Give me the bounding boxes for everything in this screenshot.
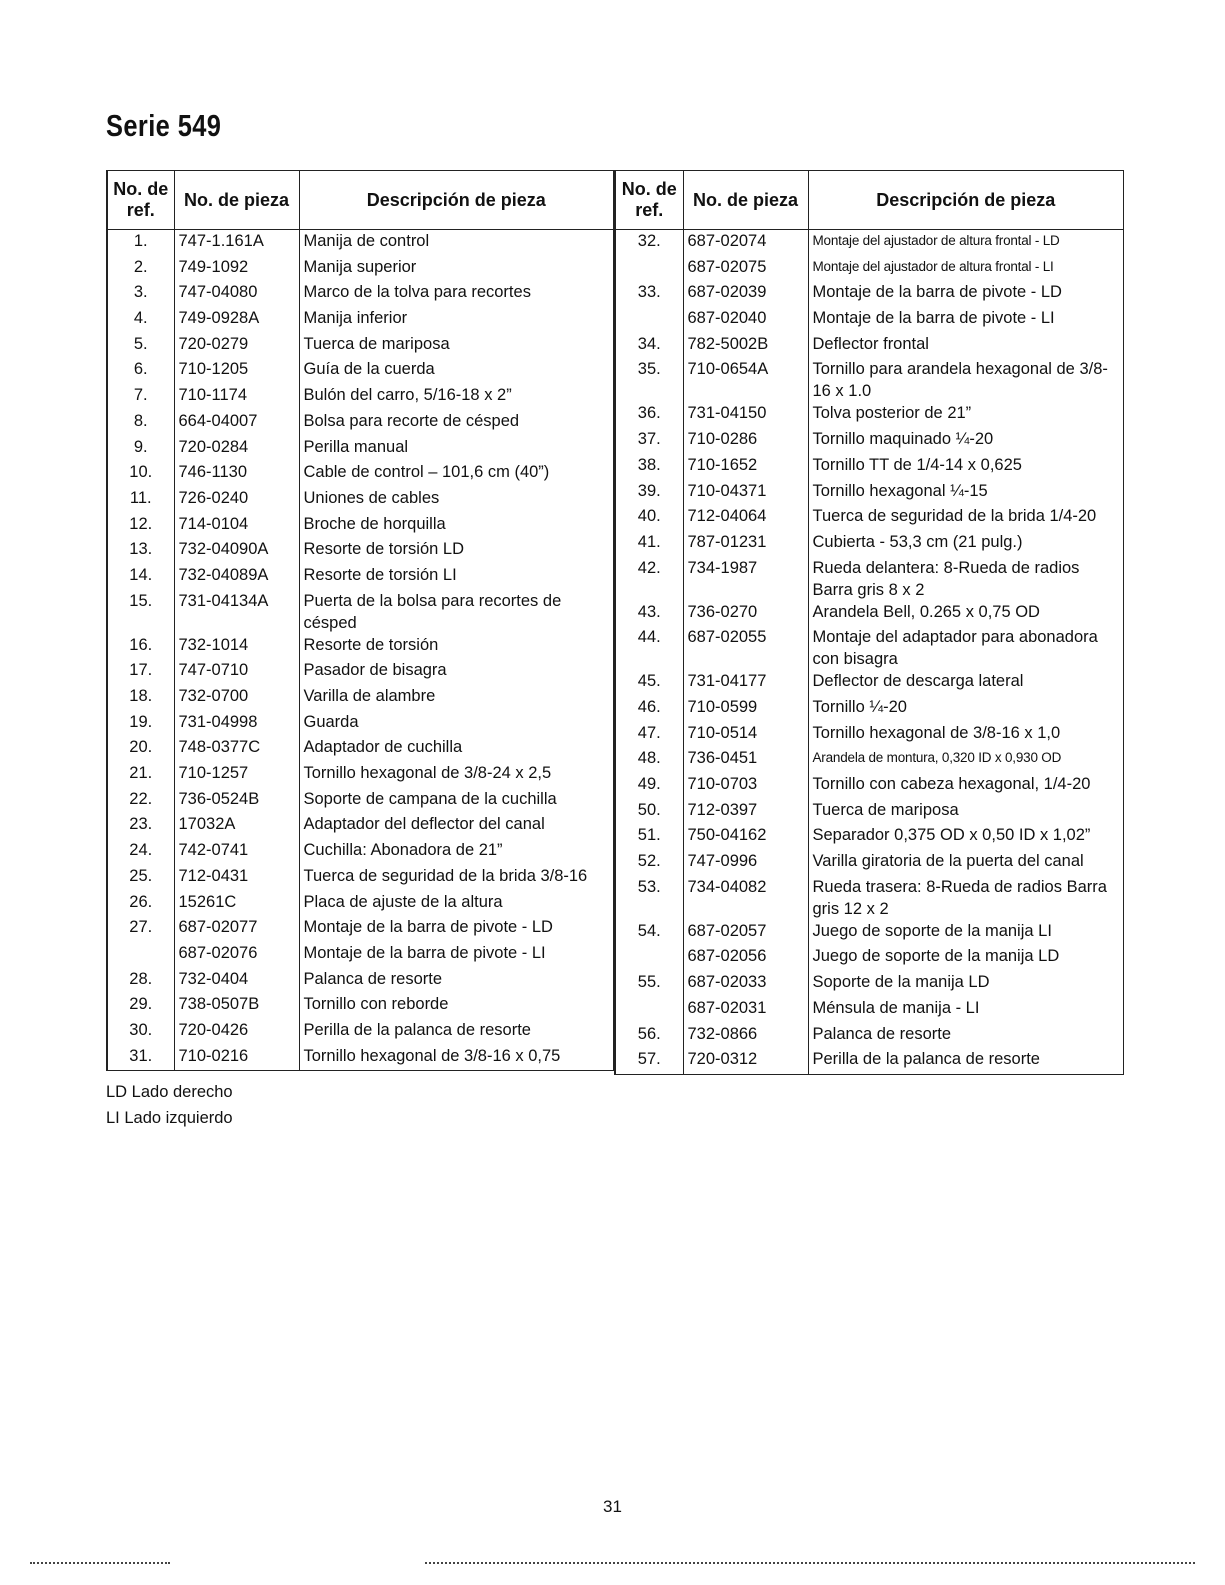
ref-cell: 8. <box>107 410 174 436</box>
part-number-cell: 732-0404 <box>174 968 299 994</box>
ref-cell: 49. <box>615 773 683 799</box>
table-row <box>615 230 1124 256</box>
table-row <box>107 256 614 282</box>
ref-cell: 47. <box>615 722 683 748</box>
header-part: No. de pieza <box>683 171 808 230</box>
table-row <box>615 945 1124 971</box>
ref-cell: 21. <box>107 762 174 788</box>
description-cell: Tuerca de mariposa <box>303 334 450 353</box>
ref-cell: 48. <box>615 747 683 773</box>
part-number-cell: 732-04090A <box>174 538 299 564</box>
ref-cell: 39. <box>615 480 683 506</box>
part-number-cell: 747-0996 <box>683 850 808 876</box>
description-cell: Montaje de la barra de pivote - LI <box>303 943 546 962</box>
part-number-cell: 726-0240 <box>174 487 299 513</box>
description-cell: Tolva posterior de 21” <box>812 404 972 423</box>
part-number-cell: 17032A <box>174 813 299 839</box>
description-cell: Manija inferior <box>303 309 408 328</box>
part-number-cell: 736-0270 <box>683 601 808 627</box>
table-row <box>107 538 614 564</box>
part-number-cell: 732-0866 <box>683 1023 808 1049</box>
description-cell: Placa de ajuste de la altura <box>303 892 503 911</box>
legend <box>106 1079 233 1131</box>
description-cell: Cuchilla: Abonadora de 21” <box>303 841 503 860</box>
description-cell: Resorte de torsión <box>303 635 439 654</box>
ref-cell: 14. <box>107 564 174 590</box>
ref-cell: 10. <box>107 461 174 487</box>
table-row <box>107 410 614 436</box>
table-row <box>615 333 1124 359</box>
part-number-cell: 687-02074 <box>683 230 808 256</box>
table-row <box>615 773 1124 799</box>
table-row <box>107 487 614 513</box>
part-number-cell: 747-1.161A <box>174 230 299 256</box>
part-number-cell: 710-04371 <box>683 480 808 506</box>
part-number-cell: 732-0700 <box>174 685 299 711</box>
description-cell: Deflector de descarga lateral <box>812 672 1024 691</box>
part-number-cell: 742-0741 <box>174 839 299 865</box>
description-cell: Montaje de la barra de pivote - LI <box>812 309 1055 328</box>
description-cell: Rueda trasera: 8-Rueda de radios Barra gris 12 x 2 <box>812 877 1107 918</box>
part-number-cell: 734-04082 <box>683 876 808 920</box>
ref-cell: 54. <box>615 920 683 946</box>
ref-cell: 2. <box>107 256 174 282</box>
table-row <box>615 920 1124 946</box>
table-row <box>615 281 1124 307</box>
part-number-cell: 710-1174 <box>174 384 299 410</box>
table-row <box>615 531 1124 557</box>
part-number-cell: 731-04134A <box>174 590 299 634</box>
table-row <box>615 722 1124 748</box>
part-number-cell: 746-1130 <box>174 461 299 487</box>
table-row <box>615 428 1124 454</box>
description-cell: Tornillo ¼-20 <box>812 697 907 716</box>
description-cell: Varilla de alambre <box>303 687 436 705</box>
ref-cell: 51. <box>615 824 683 850</box>
ref-cell: 55. <box>615 971 683 997</box>
parts-table-right-body <box>615 230 1124 1075</box>
table-row <box>107 564 614 590</box>
description-cell: Varilla giratoria de la puerta del canal <box>812 852 1084 871</box>
part-number-cell: 687-02031 <box>683 997 808 1023</box>
part-number-cell: 15261C <box>174 891 299 917</box>
description-cell: Perilla de la palanca de resorte <box>303 1020 531 1039</box>
ref-cell: 40. <box>615 505 683 531</box>
description-cell: Ménsula de manija - LI <box>812 998 980 1017</box>
ref-cell: 24. <box>107 839 174 865</box>
ref-cell: 43. <box>615 601 683 627</box>
ref-cell: 25. <box>107 865 174 891</box>
ref-cell: 38. <box>615 454 683 480</box>
table-row <box>107 891 614 917</box>
ref-cell: 3. <box>107 281 174 307</box>
part-number-cell: 749-0928A <box>174 307 299 333</box>
part-number-cell: 712-0397 <box>683 799 808 825</box>
ref-cell: 1. <box>107 230 174 256</box>
ref-cell <box>615 997 683 1023</box>
table-row <box>615 971 1124 997</box>
part-number-cell: 687-02055 <box>683 626 808 670</box>
ref-cell: 9. <box>107 436 174 462</box>
part-number-cell: 731-04150 <box>683 402 808 428</box>
description-cell: Juego de soporte de la manija LI <box>812 921 1052 940</box>
table-row <box>615 307 1124 333</box>
description-cell: Tornillo con cabeza hexagonal, 1/4-20 <box>812 775 1091 793</box>
header-part: No. de pieza <box>174 171 299 230</box>
part-number-cell: 720-0426 <box>174 1019 299 1045</box>
table-header-row <box>107 171 614 230</box>
ref-cell: 33. <box>615 281 683 307</box>
part-number-cell: 710-0599 <box>683 696 808 722</box>
table-row <box>107 590 614 634</box>
description-cell: Manija de control <box>303 232 430 250</box>
description-cell: Montaje de la barra de pivote - LD <box>303 918 553 937</box>
ref-cell: 35. <box>615 358 683 402</box>
description-cell: Tornillo para arandela hexagonal de 3/8-16 x 1.0 <box>812 360 1108 401</box>
table-row <box>615 454 1124 480</box>
description-cell: Guía de la cuerda <box>303 360 435 379</box>
description-cell: Manija superior <box>303 257 417 276</box>
description-cell: Montaje del ajustador de altura frontal - LI <box>812 258 1054 274</box>
table-row <box>107 685 614 711</box>
header-ref: No. de ref. <box>615 171 683 230</box>
part-number-cell: 687-02039 <box>683 281 808 307</box>
table-row <box>615 358 1124 402</box>
description-cell: Bolsa para recorte de césped <box>303 411 520 430</box>
part-number-cell: 664-04007 <box>174 410 299 436</box>
table-row <box>107 865 614 891</box>
ref-cell: 57. <box>615 1048 683 1074</box>
page-title: Serie 549 <box>106 108 222 143</box>
part-number-cell: 687-02075 <box>683 256 808 282</box>
part-number-cell: 720-0284 <box>174 436 299 462</box>
part-number-cell: 710-1205 <box>174 358 299 384</box>
ref-cell: 50. <box>615 799 683 825</box>
footer-rule-left <box>30 1562 170 1565</box>
part-number-cell: 687-02033 <box>683 971 808 997</box>
description-cell: Rueda delantera: 8-Rueda de radios Barra gris 8 x 2 <box>812 558 1080 599</box>
table-row <box>615 876 1124 920</box>
part-number-cell: 710-0286 <box>683 428 808 454</box>
ref-cell: 16. <box>107 634 174 660</box>
description-cell: Adaptador del deflector del canal <box>303 815 545 834</box>
description-cell: Tornillo hexagonal ¼-15 <box>812 481 988 500</box>
description-cell: Adaptador de cuchilla <box>303 738 463 757</box>
footer-rule-right <box>425 1562 1195 1565</box>
description-cell: Marco de la tolva para recortes <box>303 283 531 302</box>
part-number-cell: 787-01231 <box>683 531 808 557</box>
table-row <box>107 1019 614 1045</box>
part-number-cell: 720-0279 <box>174 333 299 359</box>
part-number-cell: 687-02040 <box>683 307 808 333</box>
description-cell: Cubierta - 53,3 cm (21 pulg.) <box>812 532 1023 551</box>
ref-cell: 6. <box>107 358 174 384</box>
description-cell: Tornillo TT de 1/4-14 x 0,625 <box>812 455 1022 474</box>
table-row <box>107 839 614 865</box>
part-number-cell: 710-0703 <box>683 773 808 799</box>
ref-cell: 53. <box>615 876 683 920</box>
part-number-cell: 731-04998 <box>174 711 299 737</box>
table-row <box>107 281 614 307</box>
header-ref: No. de ref. <box>107 171 174 230</box>
part-number-cell: 712-0431 <box>174 865 299 891</box>
part-number-cell: 748-0377C <box>174 736 299 762</box>
table-row <box>107 762 614 788</box>
table-row <box>107 736 614 762</box>
table-row <box>107 307 614 333</box>
table-row <box>615 601 1124 627</box>
table-row <box>615 557 1124 601</box>
part-number-cell: 687-02076 <box>174 942 299 968</box>
ref-cell: 28. <box>107 968 174 994</box>
description-cell: Tornillo hexagonal de 3/8-16 x 1,0 <box>812 723 1061 742</box>
table-row <box>615 1023 1124 1049</box>
ref-cell: 56. <box>615 1023 683 1049</box>
ref-cell: 31. <box>107 1045 174 1071</box>
ref-cell: 41. <box>615 531 683 557</box>
description-cell: Tornillo hexagonal de 3/8-24 x 2,5 <box>303 764 552 783</box>
table-row <box>615 1048 1124 1074</box>
table-row <box>615 824 1124 850</box>
description-cell: Tuerca de mariposa <box>812 800 959 819</box>
ref-cell: 52. <box>615 850 683 876</box>
description-cell: Uniones de cables <box>303 488 440 507</box>
table-row <box>107 436 614 462</box>
part-number-cell: 734-1987 <box>683 557 808 601</box>
table-row <box>107 358 614 384</box>
table-row <box>615 402 1124 428</box>
ref-cell: 32. <box>615 230 683 256</box>
legend-ld: LD Lado derecho <box>106 1083 233 1101</box>
ref-cell: 15. <box>107 590 174 634</box>
part-number-cell: 732-1014 <box>174 634 299 660</box>
table-row <box>107 513 614 539</box>
ref-cell: 7. <box>107 384 174 410</box>
ref-cell: 34. <box>615 333 683 359</box>
table-row <box>615 480 1124 506</box>
ref-cell: 36. <box>615 402 683 428</box>
part-number-cell: 749-1092 <box>174 256 299 282</box>
ref-cell: 27. <box>107 916 174 942</box>
description-cell: Guarda <box>303 712 359 731</box>
description-cell: Tornillo con reborde <box>303 995 449 1014</box>
ref-cell: 30. <box>107 1019 174 1045</box>
description-cell: Resorte de torsión LI <box>303 565 457 584</box>
table-row <box>107 230 614 256</box>
ref-cell: 44. <box>615 626 683 670</box>
ref-cell <box>615 307 683 333</box>
part-number-cell: 750-04162 <box>683 824 808 850</box>
description-cell: Montaje del ajustador de altura frontal - LD <box>812 233 1060 248</box>
table-row <box>615 626 1124 670</box>
part-number-cell: 687-02057 <box>683 920 808 946</box>
table-row <box>615 696 1124 722</box>
ref-cell: 4. <box>107 307 174 333</box>
ref-cell: 22. <box>107 788 174 814</box>
description-cell: Montaje de la barra de pivote - LD <box>812 283 1062 302</box>
ref-cell: 46. <box>615 696 683 722</box>
table-row <box>107 333 614 359</box>
table-row <box>107 993 614 1019</box>
table-row <box>107 711 614 737</box>
table-row <box>615 799 1124 825</box>
parts-table-left <box>106 170 614 1071</box>
header-desc: Descripción de pieza <box>299 171 614 230</box>
description-cell: Palanca de resorte <box>812 1024 952 1043</box>
table-row <box>107 968 614 994</box>
table-row <box>107 942 614 968</box>
table-row <box>615 747 1124 773</box>
ref-cell: 23. <box>107 813 174 839</box>
description-cell: Soporte de la manija LD <box>812 973 990 992</box>
table-row <box>107 788 614 814</box>
ref-cell <box>615 945 683 971</box>
part-number-cell: 710-0514 <box>683 722 808 748</box>
table-row <box>107 1045 614 1071</box>
table-row <box>615 505 1124 531</box>
description-cell: Tuerca de seguridad de la brida 3/8-16 <box>303 866 588 885</box>
ref-cell: 18. <box>107 685 174 711</box>
ref-cell: 5. <box>107 333 174 359</box>
ref-cell: 17. <box>107 659 174 685</box>
description-cell: Broche de horquilla <box>303 514 446 533</box>
ref-cell: 42. <box>615 557 683 601</box>
page-number: 31 <box>603 1497 622 1516</box>
ref-cell: 13. <box>107 538 174 564</box>
part-number-cell: 712-04064 <box>683 505 808 531</box>
part-number-cell: 732-04089A <box>174 564 299 590</box>
description-cell: Arandela de montura, 0,320 ID x 0,930 OD <box>812 750 1062 766</box>
ref-cell: 20. <box>107 736 174 762</box>
part-number-cell: 731-04177 <box>683 670 808 696</box>
description-cell: Resorte de torsión LD <box>303 540 464 559</box>
part-number-cell: 720-0312 <box>683 1048 808 1074</box>
header-desc: Descripción de pieza <box>808 171 1124 230</box>
description-cell: Cable de control – 101,6 cm (40”) <box>303 463 550 482</box>
ref-cell <box>107 942 174 968</box>
table-row <box>615 256 1124 282</box>
table-row <box>107 659 614 685</box>
part-number-cell: 714-0104 <box>174 513 299 539</box>
ref-cell: 19. <box>107 711 174 737</box>
part-number-cell: 687-02056 <box>683 945 808 971</box>
parts-table-right <box>614 170 1124 1075</box>
ref-cell: 12. <box>107 513 174 539</box>
part-number-cell: 747-04080 <box>174 281 299 307</box>
table-row <box>107 634 614 660</box>
description-cell: Arandela Bell, 0.265 x 0,75 OD <box>812 602 1040 621</box>
description-cell: Puerta de la bolsa para recortes de césped <box>303 591 562 632</box>
part-number-cell: 710-0654A <box>683 358 808 402</box>
description-cell: Tornillo hexagonal de 3/8-16 x 0,75 <box>303 1046 561 1065</box>
table-row <box>107 461 614 487</box>
part-number-cell: 710-1257 <box>174 762 299 788</box>
ref-cell: 26. <box>107 891 174 917</box>
table-row <box>107 916 614 942</box>
description-cell: Bulón del carro, 5/16-18 x 2” <box>303 386 512 405</box>
table-row <box>615 670 1124 696</box>
part-number-cell: 782-5002B <box>683 333 808 359</box>
description-cell: Palanca de resorte <box>303 969 443 988</box>
ref-cell: 45. <box>615 670 683 696</box>
table-row <box>107 384 614 410</box>
description-cell: Tornillo maquinado ¼-20 <box>812 430 994 449</box>
ref-cell: 11. <box>107 487 174 513</box>
part-number-cell: 747-0710 <box>174 659 299 685</box>
ref-cell: 37. <box>615 428 683 454</box>
table-header-row <box>615 171 1124 230</box>
parts-table-left-body <box>107 230 614 1071</box>
description-cell: Tuerca de seguridad de la brida 1/4-20 <box>812 507 1097 526</box>
table-row <box>615 997 1124 1023</box>
description-cell: Juego de soporte de la manija LD <box>812 947 1060 966</box>
description-cell: Separador 0,375 OD x 0,50 ID x 1,02” <box>812 826 1091 845</box>
table-row <box>615 850 1124 876</box>
description-cell: Deflector frontal <box>812 334 929 353</box>
part-number-cell: 687-02077 <box>174 916 299 942</box>
description-cell: Pasador de bisagra <box>303 661 447 680</box>
part-number-cell: 710-0216 <box>174 1045 299 1071</box>
description-cell: Montaje del adaptador para abonadora con bisagra <box>812 628 1098 669</box>
description-cell: Perilla de la palanca de resorte <box>812 1050 1040 1069</box>
ref-cell <box>615 256 683 282</box>
ref-cell: 29. <box>107 993 174 1019</box>
part-number-cell: 710-1652 <box>683 454 808 480</box>
description-cell: Perilla manual <box>303 437 409 456</box>
part-number-cell: 736-0524B <box>174 788 299 814</box>
legend-li: LI Lado izquierdo <box>106 1109 233 1127</box>
part-number-cell: 738-0507B <box>174 993 299 1019</box>
description-cell: Soporte de campana de la cuchilla <box>303 789 557 808</box>
part-number-cell: 736-0451 <box>683 747 808 773</box>
table-row <box>107 813 614 839</box>
